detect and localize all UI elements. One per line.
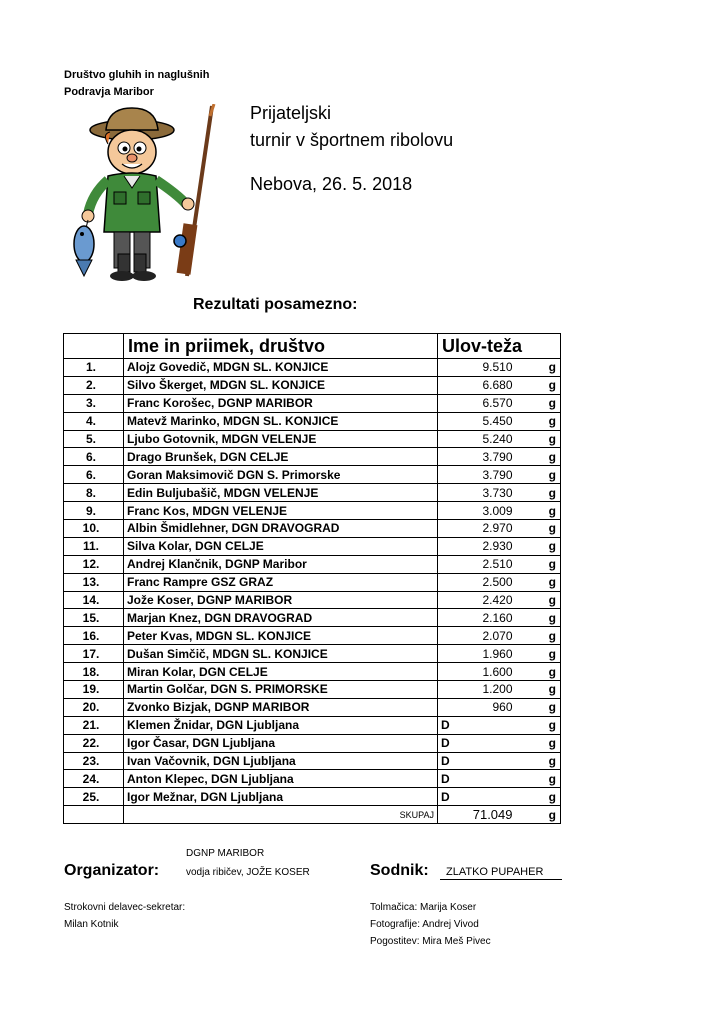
unit-cell: g — [531, 663, 561, 681]
rank-cell: 14. — [64, 591, 124, 609]
fisherman-illustration — [62, 104, 222, 284]
unit-cell: g — [531, 645, 561, 663]
total-row — [64, 806, 561, 824]
weight-cell: D — [438, 716, 531, 734]
unit-cell: g — [531, 716, 561, 734]
weight-cell: 3.790 — [438, 466, 531, 484]
rank-cell: 20. — [64, 698, 124, 716]
unit-cell: g — [531, 394, 561, 412]
table-row — [64, 591, 561, 609]
judge-name: ZLATKO PUPAHER — [440, 866, 562, 880]
rank-cell: 24. — [64, 770, 124, 788]
weight-cell: 5.450 — [438, 412, 531, 430]
footer-secretary-name: Milan Kotnik — [64, 919, 119, 930]
table-row — [64, 663, 561, 681]
participant-cell: Goran Maksimovič DGN S. Primorske — [124, 466, 438, 484]
unit-cell: g — [531, 359, 561, 377]
participant-cell: Silvo Škerget, MDGN SL. KONJICE — [124, 376, 438, 394]
table-row — [64, 627, 561, 645]
participant-cell: Matevž Marinko, MDGN SL. KONJICE — [124, 412, 438, 430]
rank-cell: 15. — [64, 609, 124, 627]
rank-cell: 18. — [64, 663, 124, 681]
table-row — [64, 466, 561, 484]
rank-cell: 23. — [64, 752, 124, 770]
rank-cell: 9. — [64, 502, 124, 520]
rank-cell: 16. — [64, 627, 124, 645]
participant-cell: Peter Kvas, MDGN SL. KONJICE — [124, 627, 438, 645]
weight-cell: 3.730 — [438, 484, 531, 502]
total-rank-cell — [64, 806, 124, 824]
participant-cell: Igor Mežnar, DGN Ljubljana — [124, 788, 438, 806]
weight-cell: 6.570 — [438, 394, 531, 412]
results-table-header — [64, 334, 561, 359]
weight-cell: D — [438, 752, 531, 770]
rank-cell: 2. — [64, 376, 124, 394]
total-unit: g — [531, 806, 561, 824]
participant-cell: Franc Rampre GSZ GRAZ — [124, 573, 438, 591]
unit-column-header — [531, 334, 561, 359]
weight-cell: 2.970 — [438, 520, 531, 538]
participant-cell: Ivan Vačovnik, DGN Ljubljana — [124, 752, 438, 770]
unit-cell: g — [531, 770, 561, 788]
table-row — [64, 448, 561, 466]
weight-cell: 3.790 — [438, 448, 531, 466]
table-row — [64, 537, 561, 555]
participant-cell: Alojz Govedič, MDGN SL. KONJICE — [124, 359, 438, 377]
weight-cell: 1.960 — [438, 645, 531, 663]
unit-cell: g — [531, 430, 561, 448]
participant-cell: Marjan Knez, DGN DRAVOGRAD — [124, 609, 438, 627]
rank-cell: 1. — [64, 359, 124, 377]
weight-cell: 6.680 — [438, 376, 531, 394]
table-row — [64, 359, 561, 377]
results-table-body — [64, 359, 561, 806]
unit-cell: g — [531, 448, 561, 466]
table-row — [64, 520, 561, 538]
rank-cell: 25. — [64, 788, 124, 806]
results-table — [63, 333, 561, 824]
unit-cell: g — [531, 376, 561, 394]
table-row — [64, 555, 561, 573]
table-row — [64, 502, 561, 520]
participant-cell: Franc Korošec, DGNP MARIBOR — [124, 394, 438, 412]
weight-cell: 3.009 — [438, 502, 531, 520]
table-row — [64, 681, 561, 699]
unit-cell: g — [531, 537, 561, 555]
footer-photography: Fotografije: Andrej Vivod — [370, 919, 479, 930]
organizer-leader: vodja ribičev, JOŽE KOSER — [186, 867, 310, 878]
participant-cell: Franc Kos, MDGN VELENJE — [124, 502, 438, 520]
table-row — [64, 394, 561, 412]
organization-name-line2: Podravja Maribor — [64, 86, 154, 98]
footer-secretary-label: Strokovni delavec-sekretar: — [64, 902, 186, 913]
unit-cell: g — [531, 555, 561, 573]
participant-cell: Albin Šmidlehner, DGN DRAVOGRAD — [124, 520, 438, 538]
results-heading: Rezultati posamezno: — [193, 296, 358, 313]
organizer-label: Organizator: — [64, 862, 160, 879]
table-row — [64, 484, 561, 502]
participant-cell: Silva Kolar, DGN CELJE — [124, 537, 438, 555]
rank-cell: 5. — [64, 430, 124, 448]
table-row — [64, 734, 561, 752]
table-row — [64, 698, 561, 716]
weight-cell: 2.500 — [438, 573, 531, 591]
weight-cell: D — [438, 734, 531, 752]
participant-cell: Miran Kolar, DGN CELJE — [124, 663, 438, 681]
weight-cell: 960 — [438, 698, 531, 716]
rank-cell: 12. — [64, 555, 124, 573]
table-row — [64, 645, 561, 663]
table-row — [64, 752, 561, 770]
total-label: SKUPAJ — [124, 806, 438, 824]
weight-cell: 2.510 — [438, 555, 531, 573]
event-date-location: Nebova, 26. 5. 2018 — [250, 174, 413, 194]
rank-cell: 4. — [64, 412, 124, 430]
table-row — [64, 716, 561, 734]
footer-catering: Pogostitev: Mira Meš Pivec — [370, 936, 491, 947]
organizer-club: DGNP MARIBOR — [186, 848, 265, 859]
rank-cell: 6. — [64, 466, 124, 484]
total-value: 71.049 — [438, 806, 531, 824]
participant-cell: Jože Koser, DGNP MARIBOR — [124, 591, 438, 609]
rank-cell: 19. — [64, 681, 124, 699]
unit-cell: g — [531, 502, 561, 520]
weight-cell: 2.160 — [438, 609, 531, 627]
participant-cell: Klemen Žnidar, DGN Ljubljana — [124, 716, 438, 734]
participant-cell: Ljubo Gotovnik, MDGN VELENJE — [124, 430, 438, 448]
rank-cell: 6. — [64, 448, 124, 466]
name-column-header: Ime in priimek, društvo — [124, 334, 438, 359]
rank-cell: 3. — [64, 394, 124, 412]
participant-cell: Drago Brunšek, DGN CELJE — [124, 448, 438, 466]
weight-cell: D — [438, 788, 531, 806]
unit-cell: g — [531, 466, 561, 484]
unit-cell: g — [531, 698, 561, 716]
participant-cell: Martin Golčar, DGN S. PRIMORSKE — [124, 681, 438, 699]
rank-cell: 10. — [64, 520, 124, 538]
footer-left — [64, 899, 185, 933]
table-row — [64, 788, 561, 806]
table-row — [64, 770, 561, 788]
participant-cell: Anton Klepec, DGN Ljubljana — [124, 770, 438, 788]
weight-cell: 2.420 — [438, 591, 531, 609]
organization-name-line1: Društvo gluhih in naglušnih — [64, 69, 210, 81]
table-row — [64, 573, 561, 591]
rank-cell: 21. — [64, 716, 124, 734]
weight-cell: 1.200 — [438, 681, 531, 699]
weight-cell: 1.600 — [438, 663, 531, 681]
weight-cell: 2.070 — [438, 627, 531, 645]
rank-header — [64, 334, 124, 359]
unit-cell: g — [531, 573, 561, 591]
unit-cell: g — [531, 591, 561, 609]
unit-cell: g — [531, 681, 561, 699]
table-row — [64, 412, 561, 430]
event-title-line1: Prijateljski — [250, 103, 332, 123]
unit-cell: g — [531, 788, 561, 806]
unit-cell: g — [531, 734, 561, 752]
unit-cell: g — [531, 627, 561, 645]
participant-cell: Zvonko Bizjak, DGNP MARIBOR — [124, 698, 438, 716]
weight-cell: D — [438, 770, 531, 788]
judge-label: Sodnik: — [370, 862, 429, 879]
footer-interpreter: Tolmačica: Marija Koser — [370, 902, 477, 913]
rank-cell: 17. — [64, 645, 124, 663]
rank-cell: 13. — [64, 573, 124, 591]
weight-cell: 9.510 — [438, 359, 531, 377]
unit-cell: g — [531, 609, 561, 627]
rank-cell: 11. — [64, 537, 124, 555]
participant-cell: Andrej Klančnik, DGNP Maribor — [124, 555, 438, 573]
table-row — [64, 376, 561, 394]
weight-column-header: Ulov-teža — [438, 334, 531, 359]
weight-cell: 5.240 — [438, 430, 531, 448]
participant-cell: Igor Časar, DGN Ljubljana — [124, 734, 438, 752]
unit-cell: g — [531, 484, 561, 502]
table-row — [64, 430, 561, 448]
rank-cell: 8. — [64, 484, 124, 502]
weight-cell: 2.930 — [438, 537, 531, 555]
footer-right — [370, 899, 491, 950]
unit-cell: g — [531, 520, 561, 538]
rank-cell: 22. — [64, 734, 124, 752]
table-row — [64, 609, 561, 627]
unit-cell: g — [531, 412, 561, 430]
participant-cell: Edin Buljubašič, MDGN VELENJE — [124, 484, 438, 502]
unit-cell: g — [531, 752, 561, 770]
event-title-line2: turnir v športnem ribolovu — [250, 130, 454, 150]
participant-cell: Dušan Simčič, MDGN SL. KONJICE — [124, 645, 438, 663]
